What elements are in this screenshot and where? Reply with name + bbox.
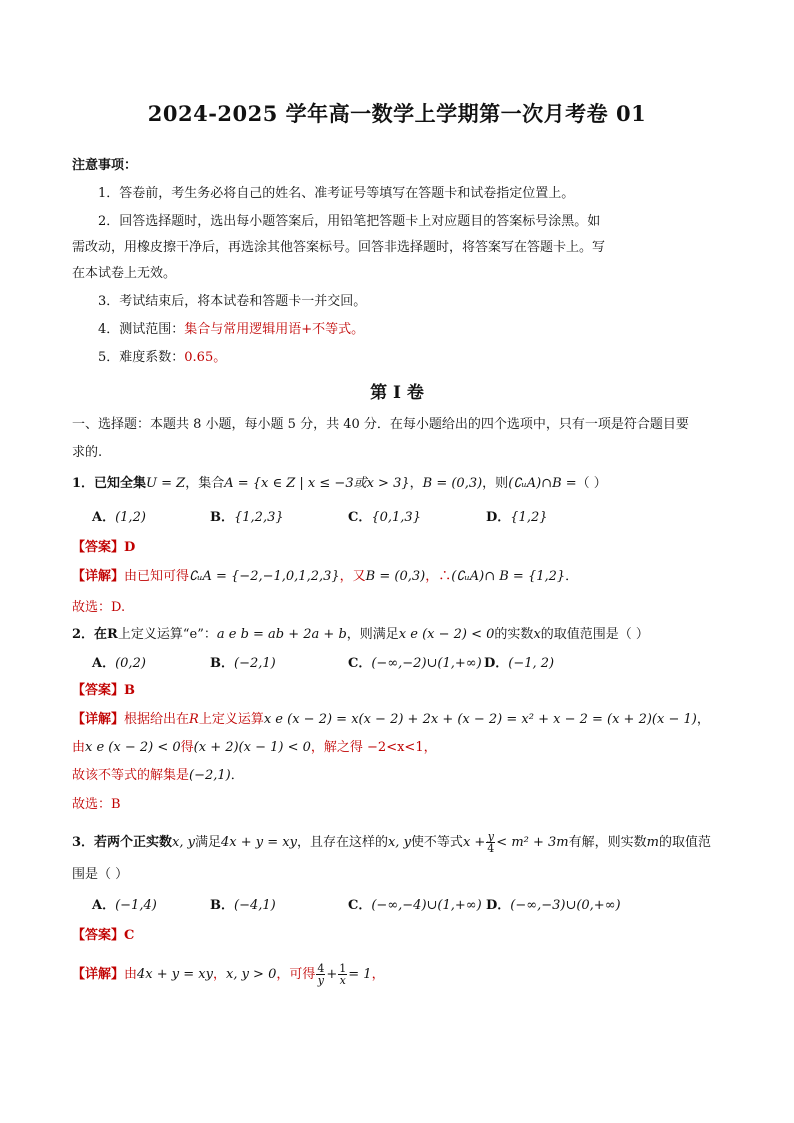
q2-variable: x xyxy=(533,627,541,642)
q1-choice-b: B．{1,2,3} xyxy=(210,510,284,525)
q3-choices xyxy=(92,897,652,915)
q1-detail-math-2: B = (0,3) xyxy=(365,569,426,584)
q1-choice-c: C．{0,1,3} xyxy=(348,510,421,525)
q3-variables-2: x, y xyxy=(387,835,411,850)
q3-detail-plus: + xyxy=(326,967,338,982)
q1-detail-math-1: ∁ᵤA = {−2,−1,0,1,2,3} xyxy=(189,569,340,584)
q3-fraction-denominator: 4 xyxy=(487,842,495,855)
q2-detail-math-1: x e (x − 2) = x(x − 2) + 2x + (x − 2) = x² + x − 2 = (x + 2)(x − 1) xyxy=(263,712,697,727)
q1-set-a: A = {x ∈ Z | x ≤ −3或x > 3} xyxy=(224,476,410,491)
q3-stem-text-f: 的取值范 xyxy=(658,835,711,850)
q3-detail-f2-denominator: x xyxy=(339,974,346,987)
q2-stem-text-e: 的取值范围是（ ） xyxy=(540,627,649,642)
q2-choice-d: D．(−1, 2) xyxy=(484,656,555,671)
q3-detail-math-2: x, y > 0 xyxy=(225,967,277,982)
q2-choice-a: A．(0,2) xyxy=(92,656,146,671)
q2-detail-line-2 xyxy=(72,739,437,757)
q3-choice-c: C．(−∞,−4)∪(1,+∞) xyxy=(348,898,482,913)
q2-inequality: x e (x − 2) < 0 xyxy=(398,627,495,642)
notice-item-4-label: 4．测试范围： xyxy=(98,322,185,337)
q3-detail-equals: = 1 xyxy=(348,967,372,982)
q3-detail xyxy=(72,963,385,986)
q3-detail-fraction-1 xyxy=(316,963,325,986)
q1-stem-text-c: ， xyxy=(409,476,423,491)
q2-choice-c: C．(−∞,−2)∪(1,+∞) xyxy=(348,656,482,671)
section-title: 第 Ⅰ 卷 xyxy=(370,383,424,403)
notice-item-1: 1．答卷前，考生务必将自己的姓名、准考证号等填写在答题卡和试卷指定位置上。 xyxy=(98,186,575,201)
q3-detail-text-a: 由 xyxy=(124,967,138,982)
q1-universal-set: U = Z xyxy=(146,476,186,491)
q2-detail-line-3 xyxy=(72,767,244,785)
q3-variables: x, y xyxy=(172,835,195,850)
q3-answer-value: C xyxy=(124,928,135,943)
q3-variable-m: m xyxy=(646,835,659,850)
q3-detail-f1-numerator: 4 xyxy=(317,962,325,975)
q3-detail-text-d: ， xyxy=(371,967,385,982)
q1-set-b: B = (0,3) xyxy=(422,476,483,491)
q1-choice-a: A．(1,2) xyxy=(92,510,146,525)
q2-answer xyxy=(72,682,135,700)
q2-line2-text-c: ，解之得 −2<x<1， xyxy=(310,740,437,755)
notice-item-4-value: 集合与常用逻辑用语+不等式。 xyxy=(184,322,365,337)
q2-detail-text-c: ， xyxy=(696,712,710,727)
q3-detail-text-c: ，可得 xyxy=(276,967,316,982)
q1-detail-tag: 【详解】 xyxy=(72,569,125,584)
q2-line3-text-b: ． xyxy=(230,768,244,783)
q2-conclusion: 故选：B xyxy=(72,797,121,812)
q1-answer-tag: 【答案】 xyxy=(72,540,125,555)
q2-line3-math: (−2,1) xyxy=(189,768,231,783)
q3-stem-text-e: 有解，则实数 xyxy=(568,835,647,850)
q2-stem-text-c: ，则满足 xyxy=(346,627,399,642)
q3-stem-line-2: 围是（ ） xyxy=(72,867,129,882)
q3-detail-text-b: ， xyxy=(212,967,226,982)
q3-choice-a: A．(−1,4) xyxy=(92,898,157,913)
notice-item-5-value: 0.65。 xyxy=(184,350,227,365)
q1-stem xyxy=(72,475,607,493)
q2-stem-r: R xyxy=(107,627,118,642)
q1-expression: (∁ᵤA)∩B = xyxy=(508,476,577,491)
q1-detail xyxy=(72,568,578,586)
q3-stem-text-b: 满足 xyxy=(195,835,222,850)
q2-line3-text-a: 故该不等式的解集是 xyxy=(72,768,190,783)
q3-choice-b: B．(−4,1) xyxy=(210,898,276,913)
q2-answer-value: B xyxy=(124,683,136,698)
notice-item-3: 3．考试结束后，将本试卷和答题卡一并交回。 xyxy=(98,294,367,309)
q1-stem-text-e: （ ） xyxy=(576,476,607,491)
q1-detail-text-b: ，又 xyxy=(339,569,366,584)
q2-line2-math-1: x e (x − 2) < 0 xyxy=(85,740,181,755)
q3-answer xyxy=(72,927,134,945)
q1-conclusion: 故选：D. xyxy=(72,600,126,615)
q2-detail-tag: 【详解】 xyxy=(72,712,125,727)
q1-detail-text-d: ． xyxy=(565,569,579,584)
notice-heading: 注意事项： xyxy=(72,158,138,173)
q2-stem xyxy=(72,626,649,644)
q2-line2-text-b: 得 xyxy=(180,740,194,755)
q3-answer-tag: 【答案】 xyxy=(72,928,125,943)
q3-detail-f1-denominator: y xyxy=(317,974,324,987)
notice-item-2b: 需改动，用橡皮擦干净后，再选涂其他答案标号。回答非选择题时，将答案写在答题卡上。写 xyxy=(72,240,606,255)
section-intro-a: 一、选择题：本题共 8 小题，每小题 5 分，共 40 分．在每小题给出的四个选项中，只有一项是符合题目要 xyxy=(72,417,689,432)
q2-choices xyxy=(92,655,652,673)
section-intro-b: 求的. xyxy=(72,445,103,460)
q1-detail-text-c: ，∴ xyxy=(425,569,452,584)
q3-equation: 4x + y = xy xyxy=(221,835,297,850)
q2-answer-tag: 【答案】 xyxy=(72,683,125,698)
q3-choice-d: D．(−∞,−3)∪(0,+∞) xyxy=(486,898,621,913)
notice-item-5-label: 5．难度系数： xyxy=(98,350,185,365)
notice-item-2c: 在本试卷上无效。 xyxy=(72,266,177,281)
q3-stem xyxy=(72,831,711,854)
q2-stem-text-a: 2．在 xyxy=(72,627,108,642)
q3-stem-text-c: ，且存在这样的 xyxy=(296,835,388,850)
q3-stem-text-a: 3．若两个正实数 xyxy=(72,835,173,850)
q2-line2-text-a: 由 xyxy=(72,740,86,755)
notice-item-2a: 2．回答选择题时，选出每小题答案后，用铅笔把答题卡上对应题目的答案标号涂黑。如 xyxy=(98,214,601,229)
q2-stem-text-b: 上定义运算“e”： xyxy=(117,627,217,642)
q2-detail-r: R xyxy=(189,712,199,727)
q3-detail-tag: 【详解】 xyxy=(72,967,125,982)
q3-fraction-numerator: y xyxy=(487,830,494,843)
q3-detail-f2-numerator: 1 xyxy=(339,962,347,975)
q1-choice-d: D．{1,2} xyxy=(486,510,548,525)
q2-detail-text-b: 上定义运算 xyxy=(198,712,264,727)
q2-line2-math-2: (x + 2)(x − 1) < 0 xyxy=(193,740,311,755)
notice-item-4 xyxy=(98,321,364,339)
q1-stem-text-d: ，则 xyxy=(482,476,509,491)
q1-stem-text-b: ，集合 xyxy=(185,476,225,491)
q2-detail xyxy=(72,711,710,729)
q3-fraction xyxy=(486,831,495,854)
q1-choices xyxy=(92,509,652,527)
q1-detail-text-a: 由已知可得 xyxy=(124,569,190,584)
q1-detail-math-3: (∁ᵤA)∩ B = {1,2} xyxy=(451,569,566,584)
notice-item-5 xyxy=(98,349,226,367)
q3-inequality-right: < m² + 3m xyxy=(496,835,569,850)
q3-inequality-left: x + xyxy=(462,835,486,850)
q2-detail-text-a: 根据给出在 xyxy=(124,712,190,727)
q3-stem-text-d: 使不等式 xyxy=(410,835,463,850)
page-title: 2024-2025 学年高一数学上学期第一次月考卷 01 xyxy=(147,101,647,126)
q1-answer xyxy=(72,539,135,557)
q2-operation-definition: a e b = ab + 2a + b xyxy=(216,627,347,642)
q1-answer-value: D xyxy=(124,540,136,555)
q1-stem-text-a: 1．已知全集 xyxy=(72,476,147,491)
q3-detail-math-1: 4x + y = xy xyxy=(137,967,213,982)
q2-choice-b: B．(−2,1) xyxy=(210,656,276,671)
q3-detail-fraction-2 xyxy=(338,963,347,986)
q2-stem-text-d: 的实数 xyxy=(494,627,534,642)
